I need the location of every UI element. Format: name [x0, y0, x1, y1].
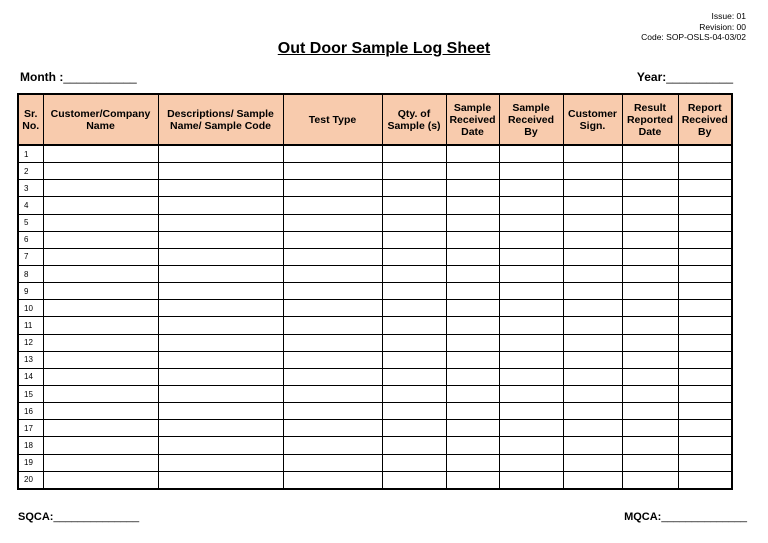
- header-sample-received-date: Sample Received Date: [446, 94, 499, 145]
- empty-cell: [382, 454, 446, 471]
- empty-cell: [563, 163, 622, 180]
- row-number: 5: [18, 214, 43, 231]
- empty-cell: [678, 454, 732, 471]
- empty-cell: [499, 248, 563, 265]
- sample-log-table: [17, 93, 733, 490]
- empty-cell: [499, 265, 563, 282]
- empty-cell: [563, 214, 622, 231]
- empty-cell: [283, 403, 382, 420]
- row-number: 11: [18, 317, 43, 334]
- empty-cell: [43, 214, 158, 231]
- empty-cell: [382, 180, 446, 197]
- empty-cell: [678, 437, 732, 454]
- empty-cell: [446, 300, 499, 317]
- table-row: [18, 454, 732, 471]
- table-row: [18, 385, 732, 402]
- empty-cell: [283, 351, 382, 368]
- empty-cell: [43, 317, 158, 334]
- empty-cell: [499, 368, 563, 385]
- empty-cell: [622, 403, 678, 420]
- table-row: [18, 283, 732, 300]
- empty-cell: [158, 471, 283, 489]
- empty-cell: [622, 163, 678, 180]
- empty-cell: [563, 454, 622, 471]
- empty-cell: [622, 214, 678, 231]
- empty-cell: [499, 471, 563, 489]
- table-row: [18, 351, 732, 368]
- header-customer-sign: Customer Sign.: [563, 94, 622, 145]
- header-descriptions: Descriptions/ Sample Name/ Sample Code: [158, 94, 283, 145]
- empty-cell: [43, 454, 158, 471]
- empty-cell: [43, 248, 158, 265]
- empty-cell: [382, 368, 446, 385]
- empty-cell: [622, 385, 678, 402]
- empty-cell: [563, 231, 622, 248]
- empty-cell: [678, 351, 732, 368]
- empty-cell: [382, 214, 446, 231]
- empty-cell: [158, 420, 283, 437]
- empty-cell: [622, 334, 678, 351]
- empty-cell: [678, 265, 732, 282]
- empty-cell: [382, 437, 446, 454]
- row-number: 3: [18, 180, 43, 197]
- empty-cell: [43, 197, 158, 214]
- empty-cell: [499, 317, 563, 334]
- empty-cell: [382, 283, 446, 300]
- empty-cell: [563, 403, 622, 420]
- empty-cell: [283, 437, 382, 454]
- empty-cell: [446, 471, 499, 489]
- empty-cell: [499, 454, 563, 471]
- empty-cell: [382, 334, 446, 351]
- row-number: 4: [18, 197, 43, 214]
- empty-cell: [678, 163, 732, 180]
- table-row: [18, 145, 732, 163]
- empty-cell: [622, 231, 678, 248]
- empty-cell: [158, 197, 283, 214]
- document-code: Code: SOP-OSLS-04-03/02: [641, 32, 746, 42]
- sqca-blank-line: ______________: [53, 511, 140, 523]
- table-row: [18, 214, 732, 231]
- empty-cell: [382, 403, 446, 420]
- empty-cell: [446, 351, 499, 368]
- table-body: [18, 145, 732, 489]
- empty-cell: [446, 368, 499, 385]
- empty-cell: [43, 163, 158, 180]
- empty-cell: [158, 248, 283, 265]
- empty-cell: [678, 368, 732, 385]
- empty-cell: [43, 420, 158, 437]
- empty-cell: [622, 145, 678, 163]
- empty-cell: [283, 248, 382, 265]
- row-number: 2: [18, 163, 43, 180]
- empty-cell: [499, 214, 563, 231]
- empty-cell: [382, 300, 446, 317]
- empty-cell: [446, 248, 499, 265]
- row-number: 8: [18, 265, 43, 282]
- empty-cell: [563, 197, 622, 214]
- empty-cell: [622, 471, 678, 489]
- row-number: 6: [18, 231, 43, 248]
- empty-cell: [382, 385, 446, 402]
- empty-cell: [382, 317, 446, 334]
- empty-cell: [499, 351, 563, 368]
- header-result-reported-date: Result Reported Date: [622, 94, 678, 145]
- header-sample-received-by: Sample Received By: [499, 94, 563, 145]
- empty-cell: [43, 385, 158, 402]
- empty-cell: [446, 420, 499, 437]
- table-row: [18, 420, 732, 437]
- empty-cell: [446, 385, 499, 402]
- empty-cell: [563, 420, 622, 437]
- empty-cell: [499, 420, 563, 437]
- empty-cell: [499, 385, 563, 402]
- empty-cell: [158, 214, 283, 231]
- header-sr-no: Sr. No.: [18, 94, 43, 145]
- empty-cell: [622, 248, 678, 265]
- empty-cell: [622, 351, 678, 368]
- empty-cell: [446, 454, 499, 471]
- month-field: [20, 70, 137, 84]
- empty-cell: [158, 283, 283, 300]
- empty-cell: [43, 368, 158, 385]
- year-field: [637, 70, 733, 84]
- empty-cell: [678, 197, 732, 214]
- empty-cell: [283, 231, 382, 248]
- empty-cell: [499, 180, 563, 197]
- empty-cell: [283, 454, 382, 471]
- empty-cell: [283, 471, 382, 489]
- empty-cell: [446, 214, 499, 231]
- empty-cell: [43, 265, 158, 282]
- empty-cell: [382, 145, 446, 163]
- empty-cell: [563, 334, 622, 351]
- empty-cell: [678, 300, 732, 317]
- empty-cell: [499, 197, 563, 214]
- empty-cell: [446, 145, 499, 163]
- issue-number: Issue: 01: [711, 11, 746, 21]
- table-header-row: [18, 94, 732, 145]
- empty-cell: [678, 420, 732, 437]
- empty-cell: [382, 248, 446, 265]
- empty-cell: [382, 351, 446, 368]
- table-row: [18, 334, 732, 351]
- empty-cell: [283, 197, 382, 214]
- row-number: 15: [18, 385, 43, 402]
- empty-cell: [283, 420, 382, 437]
- table-row: [18, 317, 732, 334]
- empty-cell: [158, 317, 283, 334]
- row-number: 13: [18, 351, 43, 368]
- table-row: [18, 368, 732, 385]
- empty-cell: [382, 471, 446, 489]
- empty-cell: [158, 385, 283, 402]
- empty-cell: [446, 197, 499, 214]
- month-blank-line: ___________: [63, 70, 137, 84]
- row-number: 9: [18, 283, 43, 300]
- empty-cell: [382, 231, 446, 248]
- row-number: 12: [18, 334, 43, 351]
- empty-cell: [499, 437, 563, 454]
- empty-cell: [283, 385, 382, 402]
- table-row: [18, 265, 732, 282]
- table-row: [18, 248, 732, 265]
- empty-cell: [678, 248, 732, 265]
- empty-cell: [499, 231, 563, 248]
- empty-cell: [158, 454, 283, 471]
- empty-cell: [283, 145, 382, 163]
- empty-cell: [446, 283, 499, 300]
- empty-cell: [678, 145, 732, 163]
- empty-cell: [158, 145, 283, 163]
- mqca-signature-field: [624, 511, 747, 523]
- header-customer-company-name: Customer/Company Name: [43, 94, 158, 145]
- table-row: [18, 403, 732, 420]
- revision-number: Revision: 00: [699, 21, 746, 32]
- empty-cell: [563, 317, 622, 334]
- empty-cell: [382, 197, 446, 214]
- empty-cell: [446, 163, 499, 180]
- empty-cell: [446, 231, 499, 248]
- mqca-blank-line: ______________: [661, 511, 747, 523]
- header-test-type: Test Type: [283, 94, 382, 145]
- empty-cell: [43, 471, 158, 489]
- empty-cell: [622, 265, 678, 282]
- empty-cell: [622, 197, 678, 214]
- empty-cell: [678, 283, 732, 300]
- empty-cell: [43, 145, 158, 163]
- empty-cell: [158, 334, 283, 351]
- empty-cell: [563, 145, 622, 163]
- table-row: [18, 471, 732, 489]
- empty-cell: [446, 265, 499, 282]
- empty-cell: [158, 300, 283, 317]
- empty-cell: [678, 334, 732, 351]
- empty-cell: [446, 317, 499, 334]
- empty-cell: [158, 265, 283, 282]
- table-row: [18, 180, 732, 197]
- empty-cell: [158, 403, 283, 420]
- month-label: Month :: [20, 70, 64, 84]
- empty-cell: [43, 334, 158, 351]
- empty-cell: [499, 283, 563, 300]
- empty-cell: [158, 180, 283, 197]
- empty-cell: [622, 368, 678, 385]
- document-control-info: [641, 11, 746, 43]
- empty-cell: [622, 317, 678, 334]
- empty-cell: [678, 317, 732, 334]
- empty-cell: [283, 180, 382, 197]
- empty-cell: [382, 163, 446, 180]
- empty-cell: [283, 265, 382, 282]
- empty-cell: [158, 351, 283, 368]
- row-number: 7: [18, 248, 43, 265]
- sqca-label: SQCA:: [18, 511, 54, 523]
- header-report-received-by: Report Received By: [678, 94, 732, 145]
- empty-cell: [382, 420, 446, 437]
- row-number: 16: [18, 403, 43, 420]
- empty-cell: [678, 214, 732, 231]
- empty-cell: [678, 471, 732, 489]
- empty-cell: [283, 163, 382, 180]
- row-number: 18: [18, 437, 43, 454]
- empty-cell: [158, 437, 283, 454]
- empty-cell: [563, 368, 622, 385]
- empty-cell: [678, 403, 732, 420]
- empty-cell: [283, 368, 382, 385]
- empty-cell: [43, 437, 158, 454]
- empty-cell: [678, 180, 732, 197]
- empty-cell: [43, 403, 158, 420]
- row-number: 19: [18, 454, 43, 471]
- empty-cell: [43, 300, 158, 317]
- empty-cell: [43, 283, 158, 300]
- empty-cell: [678, 385, 732, 402]
- row-number: 17: [18, 420, 43, 437]
- empty-cell: [382, 265, 446, 282]
- empty-cell: [283, 300, 382, 317]
- page-title: Out Door Sample Log Sheet: [277, 40, 491, 57]
- row-number: 14: [18, 368, 43, 385]
- empty-cell: [622, 454, 678, 471]
- empty-cell: [283, 334, 382, 351]
- empty-cell: [446, 334, 499, 351]
- empty-cell: [499, 163, 563, 180]
- empty-cell: [622, 420, 678, 437]
- year-label: Year:: [636, 70, 667, 84]
- sqca-signature-field: [18, 511, 139, 523]
- empty-cell: [678, 231, 732, 248]
- table-row: [18, 231, 732, 248]
- empty-cell: [283, 317, 382, 334]
- row-number: 20: [18, 471, 43, 489]
- empty-cell: [563, 351, 622, 368]
- row-number: 1: [18, 145, 43, 163]
- header-qty-of-sample: Qty. of Sample (s): [382, 94, 446, 145]
- empty-cell: [446, 403, 499, 420]
- table-row: [18, 197, 732, 214]
- empty-cell: [283, 214, 382, 231]
- table-row: [18, 300, 732, 317]
- empty-cell: [43, 231, 158, 248]
- empty-cell: [499, 403, 563, 420]
- empty-cell: [158, 368, 283, 385]
- table-row: [18, 163, 732, 180]
- mqca-label: MQCA:: [624, 511, 662, 523]
- empty-cell: [158, 231, 283, 248]
- empty-cell: [622, 180, 678, 197]
- empty-cell: [43, 180, 158, 197]
- empty-cell: [563, 248, 622, 265]
- row-number: 10: [18, 300, 43, 317]
- empty-cell: [446, 437, 499, 454]
- empty-cell: [563, 385, 622, 402]
- empty-cell: [622, 283, 678, 300]
- empty-cell: [563, 265, 622, 282]
- empty-cell: [499, 334, 563, 351]
- empty-cell: [283, 283, 382, 300]
- empty-cell: [446, 180, 499, 197]
- empty-cell: [499, 145, 563, 163]
- empty-cell: [622, 300, 678, 317]
- empty-cell: [563, 180, 622, 197]
- empty-cell: [43, 351, 158, 368]
- empty-cell: [563, 283, 622, 300]
- empty-cell: [158, 163, 283, 180]
- year-blank-line: __________: [666, 70, 733, 84]
- empty-cell: [563, 300, 622, 317]
- table-row: [18, 437, 732, 454]
- empty-cell: [563, 437, 622, 454]
- empty-cell: [622, 437, 678, 454]
- empty-cell: [563, 471, 622, 489]
- empty-cell: [499, 300, 563, 317]
